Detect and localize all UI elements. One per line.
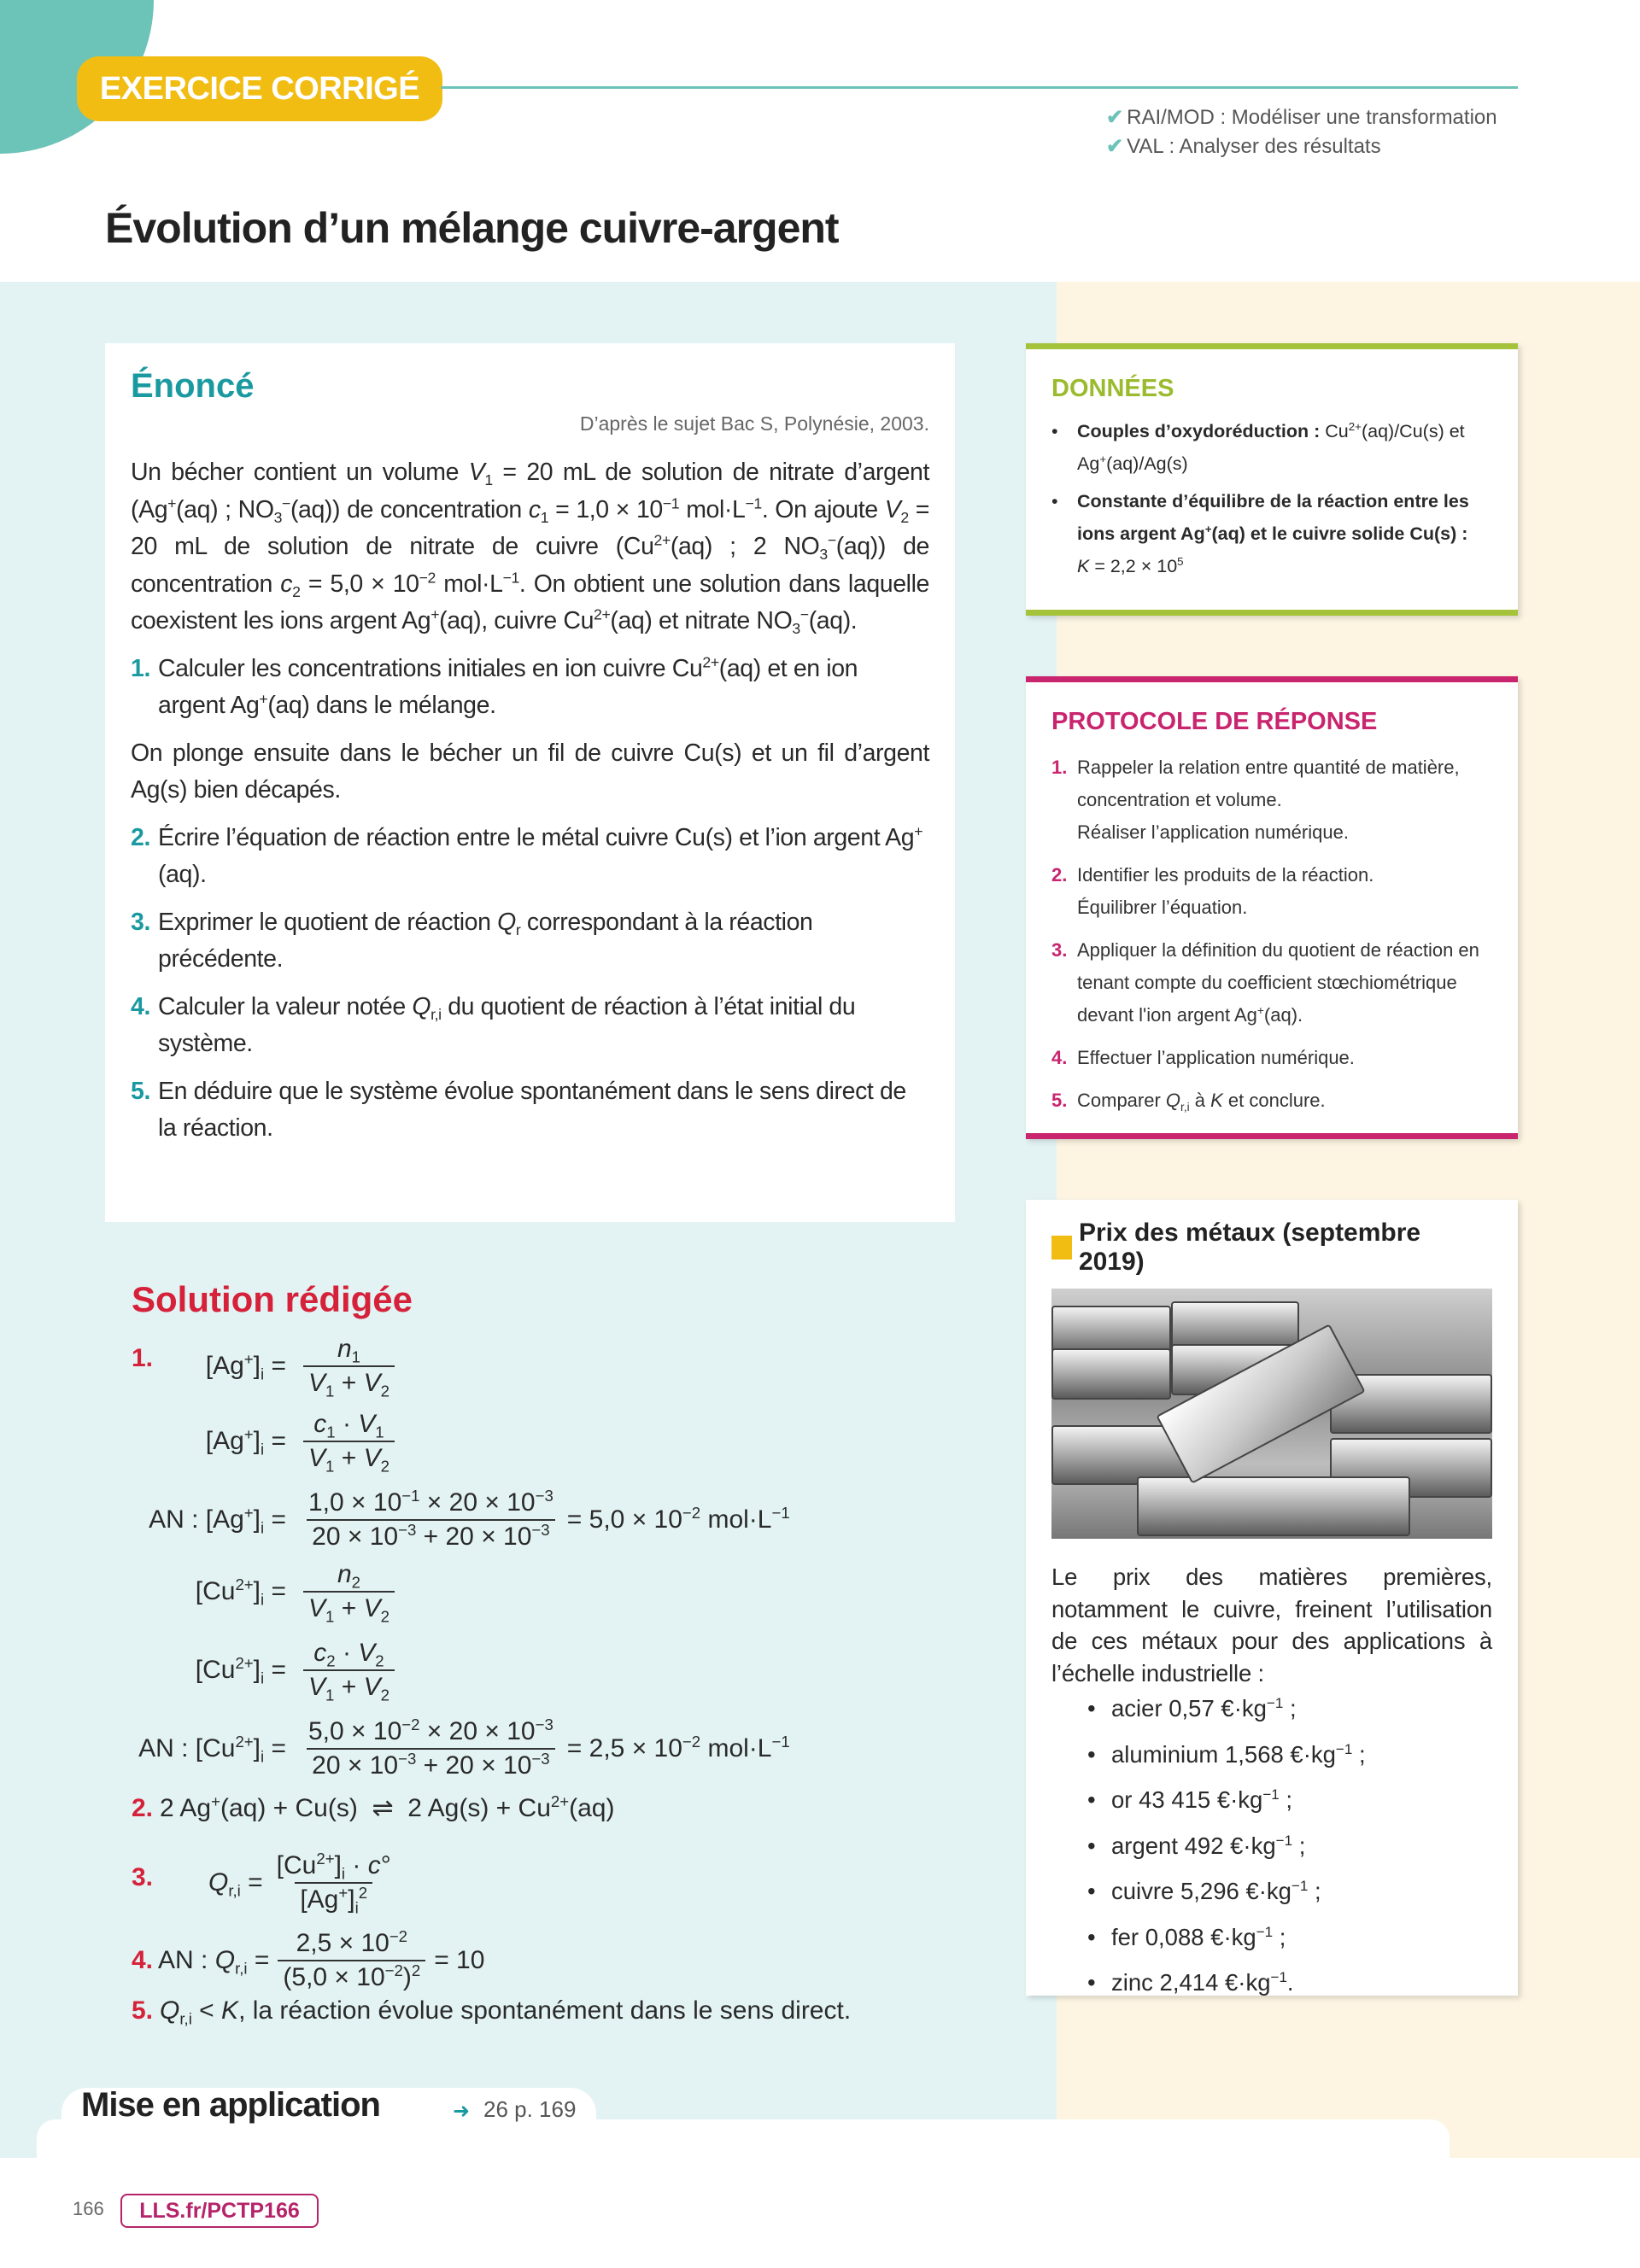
question-3: 3. Exprimer le quotient de réaction $Q_r$ correspondant à la réaction précédente. — [131, 908, 813, 973]
prix-text: Le prix des matières premières, notamment le cuivre, freinent l’utilisation de ces métaux pour des applications à l’échelle industrielle : — [1051, 1564, 1492, 1686]
protocole-item: 2. Identifier les produits de la réaction. Équilibrer l’équation. — [1051, 864, 1374, 918]
price-item: • cuivre 5,296 $€\cdot kg^{-1}$ ; — [1087, 1877, 1321, 1904]
equation-ag-an: AN : $[Ag^+]_i$ = $\frac{1,0 \times 10^{-1} \times 20 \times 10^{-3}}{20 \times 10^{-3} + 20 \times 10^{-3}}$ = $5,0 \times 10^{-2}$ $mol\cdot L^{-1}$ — [149, 1486, 790, 1551]
question-5: 5. En déduire que le système évolue spontanément dans le sens direct de la réaction. — [131, 1077, 906, 1142]
enonce-intro: Un bécher contient un volume $V_1 = 20$ mL de solution de nitrate d’argent (Ag+(aq) ; $NO_3^-(aq)$) de concentration $c_1 = 1,0 \times 10^{-1}$ $mol\cdot L^{-1}$. On ajoute $V_2 = 20$ mL de solution de nitrate de cuivre ($Cu^{2+}(aq)$ ; 2 $NO_3^-(aq)$) de concentration $c_2 = 5,0 \times 10^{-2}$ $mol\cdot L^{-1}$. On obtient une solution dans laquelle coexistent les ions argent Ag+(aq), cuivre $Cu^{2+}(aq)$ et nitrate $NO_3^-(aq)$. — [131, 459, 930, 638]
donnees-item: • Couples d’oxydoréduction : $Cu^{2+}(aq)/Cu(s)$ et Ag+(aq)/Ag(s) — [1051, 420, 1465, 474]
equation-cu-n: $[Cu^{2+}]_i$ = $\frac{n_2}{V_1 + V_2}$ — [0, 1558, 1057, 1626]
square-marker-icon — [1051, 1236, 1072, 1260]
price-item: • fer 0,088 $€\cdot kg^{-1}$ ; — [1087, 1923, 1286, 1950]
arrow-right-icon: ➜ — [453, 2100, 471, 2123]
question-4: 4. Calculer la valeur notée $Q_{r,i}$ du quotient de réaction à l’état initial du système. — [131, 992, 856, 1057]
question-2: 2. Écrire l’équation de réaction entre le métal cuivre Cu(s) et l’ion argent Ag+(aq). — [131, 821, 923, 888]
equation-cu-c: $[Cu^{2+}]_i$ = $\frac{c_2 \cdot V_2}{V_1 + V_2}$ — [0, 1636, 1057, 1704]
question-1: 1. Calculer les concentrations initiales en ion cuivre $Cu^{2+}(aq)$ et en ion argent Ag+(aq) dans le mélange. — [131, 652, 858, 719]
enonce-middle: On plonge ensuite dans le bécher un fil de cuivre Cu(s) et un fil d’argent Ag(s) bien décapés. — [131, 739, 929, 804]
bottom-white-bar — [37, 2119, 1450, 2171]
donnees-item: • Constante d’équilibre de la réaction entre les ions argent Ag+(aq) et le cuivre solide Cu(s) : $K = 2,2 \times 10^5$ — [1051, 491, 1469, 576]
equation-cu-an: AN : $[Cu^{2+}]_i$ = $\frac{5,0 \times 10^{-2} \times 20 \times 10^{-3}}{20 \times 10^{-3} + 20 \times 10^{-3}}$ = $2,5 \times 10^{-2}$ $mol\cdot L^{-1}$ — [138, 1715, 790, 1780]
conclusion: 5. $Q_{r,i} < K$, la réaction évolue spontanément dans le sens direct. — [132, 1996, 852, 2028]
protocole-item: 3. Appliquer la définition du quotient de réaction en tenant compte du coefficient stœchiométrique devant l'ion argent Ag+(aq). — [1051, 939, 1479, 1026]
equation-quotient-an: 4. AN : $Q_{r,i}$ = $\frac{2,5 \times 10^{-2}}{(5,0 \times 10^{-2})^2}$ = 10 — [132, 1926, 485, 1991]
equation-ag-n: $[Ag^+]_i$ = $\frac{n_1}{V_1 + V_2}$ — [0, 1332, 1057, 1400]
protocole-item: 5. Comparer $Q_{r,i}$ à K et conclure. — [1051, 1090, 1326, 1114]
protocole-box — [1026, 676, 1518, 1139]
equation-quotient: $Q_{r,i}$ = $\frac{[Cu^{2+}]_i \cdot c^\circ}{[Ag^+]_i^2}$ — [208, 1849, 391, 1917]
solution-number-3: 3. — [132, 1863, 154, 1891]
protocole-item: 4. Effectuer l’application numérique. — [1051, 1047, 1355, 1068]
silver-bars-image — [1051, 1289, 1492, 1539]
donnees-box — [1026, 343, 1518, 616]
donnees-heading: DONNÉES — [1051, 375, 1174, 402]
skill-item: ✔ RAI/MOD : Modéliser une transformation — [1106, 106, 1497, 129]
reaction-equation: 2. 2 Ag+(aq) + Cu(s) ⇌ 2 $Ag(s) + Cu^{2+}(aq)$ — [132, 1792, 615, 1822]
skill-item: ✔ VAL : Analyser des résultats — [1106, 135, 1381, 158]
price-item: • acier 0,57 $€\cdot kg^{-1}$ ; — [1087, 1694, 1297, 1721]
equation-ag-c: $[Ag^+]_i$ = $\frac{c_1 \cdot V_1}{V_1 + V_2}$ — [0, 1407, 1057, 1476]
solution-number-1: 1. — [132, 1344, 154, 1372]
exercise-reference-link[interactable]: 26 p. 169 — [483, 2096, 577, 2122]
price-item: • zinc 2,414 $€\cdot kg^{-1}$. — [1087, 1968, 1294, 1996]
check-icon: ✔ — [1106, 106, 1124, 129]
check-icon: ✔ — [1106, 135, 1124, 158]
enonce-card — [105, 343, 955, 1222]
protocole-item: 1. Rappeler la relation entre quantité de matière, concentration et volume. Réaliser l’application numérique. — [1051, 757, 1460, 843]
price-item: • aluminium 1,568 $€\cdot kg^{-1}$ ; — [1087, 1740, 1366, 1768]
lls-link[interactable]: LLS.fr/PCTP166 — [120, 2194, 319, 2228]
mise-en-application-heading: Mise en application — [81, 2086, 380, 2124]
prix-heading: Prix des métaux (septembre 2019) — [1051, 1219, 1492, 1277]
protocole-heading: PROTOCOLE DE RÉPONSE — [1051, 708, 1378, 735]
price-item: • or 43 415 $€\cdot kg^{-1}$ ; — [1087, 1786, 1293, 1813]
exercise-badge: EXERCICE CORRIGÉ — [77, 56, 442, 121]
enonce-heading: Énoncé — [131, 367, 255, 405]
source-note: D’après le sujet Bac S, Polynésie, 2003. — [579, 412, 929, 435]
price-item: • argent 492 $€\cdot kg^{-1}$ ; — [1087, 1832, 1306, 1859]
prix-box — [1026, 1200, 1518, 1996]
page-title: Évolution d’un mélange cuivre-argent — [105, 204, 839, 252]
solution-heading: Solution rédigée — [132, 1279, 413, 1319]
header-divider — [441, 86, 1518, 89]
page-number: 166 — [73, 2198, 104, 2219]
